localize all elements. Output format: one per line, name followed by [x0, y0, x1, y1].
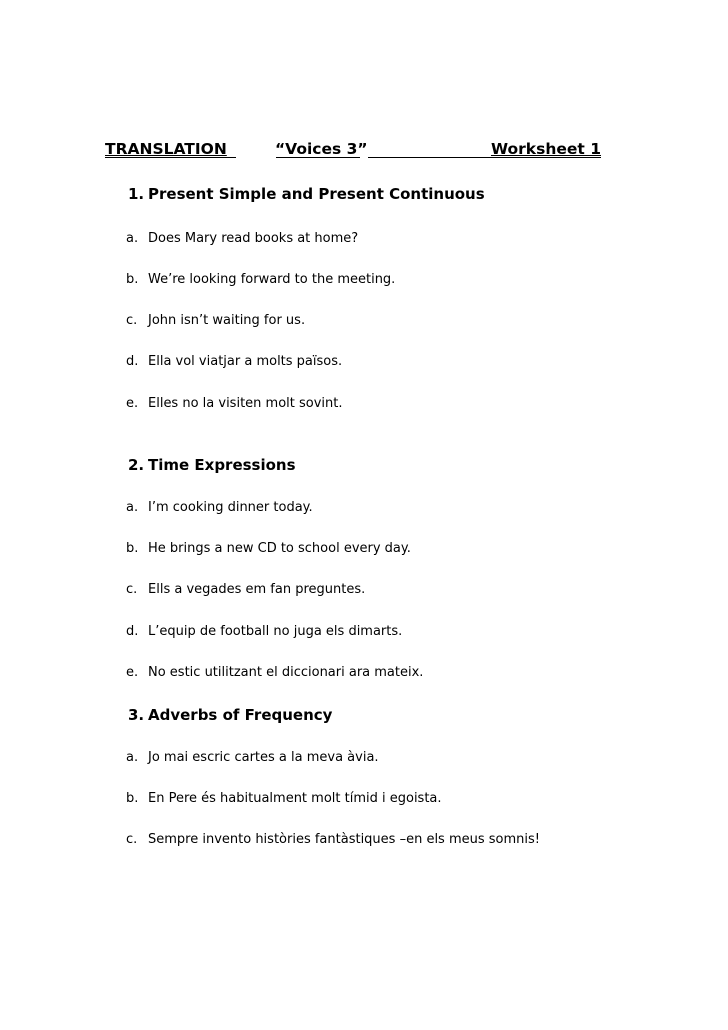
exercise-item [126, 664, 423, 682]
header-worksheet-number: Worksheet 1 [490, 140, 601, 158]
exercise-item [126, 353, 342, 371]
item-text: Elles no la visiten molt sovint. [148, 396, 343, 411]
item-text: Does Mary read books at home? [148, 231, 359, 246]
item-letter: e. [126, 665, 139, 680]
item-text: No estic utilitzant el diccionari ara mateix. [148, 665, 424, 680]
item-letter: c. [126, 582, 138, 597]
item-letter: a. [126, 750, 139, 765]
section-number: 3. [128, 706, 145, 724]
exercise-item [126, 540, 411, 558]
item-text: L’equip de football no juga els dimarts. [148, 624, 403, 639]
exercise-item [126, 623, 402, 641]
header-title: TRANSLATION [105, 140, 227, 158]
exercise-item [126, 395, 343, 413]
exercise-item [126, 312, 305, 330]
exercise-item [126, 831, 540, 849]
item-text: Ells a vegades em fan preguntes. [148, 582, 366, 597]
item-letter: a. [126, 500, 139, 515]
item-text: En Pere és habitualment molt tímid i egoista. [148, 791, 442, 806]
item-letter: b. [126, 272, 139, 287]
section-heading [128, 184, 485, 204]
item-letter: b. [126, 541, 139, 556]
section-number: 2. [128, 456, 145, 474]
section-title: Present Simple and Present Continuous [148, 185, 485, 203]
item-text: Jo mai escric cartes a la meva àvia. [148, 750, 379, 765]
item-letter: a. [126, 231, 139, 246]
item-text: Sempre invento històries fantàstiques –en els meus somnis! [148, 832, 540, 847]
exercise-item [126, 581, 365, 599]
exercise-item [126, 790, 442, 808]
item-letter: d. [126, 624, 139, 639]
item-letter: d. [126, 354, 139, 369]
item-text: We’re looking forward to the meeting. [148, 272, 396, 287]
item-text: John isn’t waiting for us. [148, 313, 306, 328]
exercise-item [126, 499, 313, 517]
item-letter: e. [126, 396, 139, 411]
item-text: I’m cooking dinner today. [148, 500, 313, 515]
item-text: He brings a new CD to school every day. [148, 541, 411, 556]
section-heading [128, 455, 296, 475]
item-text: Ella vol viatjar a molts països. [148, 354, 343, 369]
section-title: Adverbs of Frequency [148, 706, 333, 724]
exercise-item [126, 749, 379, 767]
worksheet-header [105, 138, 601, 160]
exercise-item [126, 230, 358, 248]
item-letter: c. [126, 313, 138, 328]
section-title: Time Expressions [148, 456, 296, 474]
item-letter: c. [126, 832, 138, 847]
item-letter: b. [126, 791, 139, 806]
section-heading [128, 705, 332, 725]
header-book-title: “Voices 3” [275, 140, 368, 158]
section-number: 1. [128, 185, 145, 203]
exercise-item [126, 271, 395, 289]
